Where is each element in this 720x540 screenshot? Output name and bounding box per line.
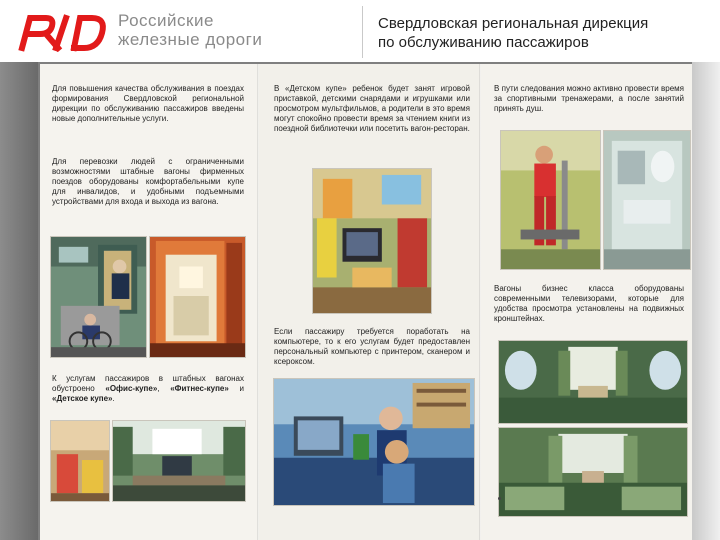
brand-name-line-1: Российские: [118, 11, 214, 30]
photo-wheelchair-lift: [50, 236, 147, 358]
photo-shower-room: [603, 130, 691, 270]
header: [0, 0, 720, 62]
photo-kids-room: [50, 420, 110, 502]
brand-name-line-2: железные дороги: [118, 30, 263, 49]
photo-fitness-trainer: [500, 130, 601, 270]
intro-paragraph: Для повышения качества обслуживания в поездах формирования Свердловской региональной дирекции по обслуживанию пассажиров введены новые дополнительные услуги.: [52, 84, 244, 123]
photo-business-compartment-1: [498, 340, 688, 424]
service-fitness: «Фитнес-купе»: [170, 384, 229, 393]
service-office: «Офис-купе»: [105, 384, 158, 393]
disabled-passengers-paragraph: Для перевозки людей с ограниченными возможностями штабные вагоны фирменных поездов оборудованы комфортабельными купе для инвалидов, и удобными подъемными устройствами для входа и выхода из вагона.: [52, 157, 244, 206]
page-dot: [498, 497, 501, 500]
office-compartment-paragraph: Если пассажиру требуется поработать на компьютере, то к его услугам будет предоставлен персональный компьютер с принтером, сканером и ксероксом.: [274, 327, 470, 366]
photo-accessible-doorway: [149, 236, 246, 358]
sport-paragraph: В пути следования можно активно провести время за спортивными тренажерами, а после занятий принять душ.: [494, 84, 684, 113]
service-kids: «Детское купе»: [52, 394, 113, 403]
photo-computer-workspace: [273, 378, 475, 506]
header-divider: [362, 6, 363, 58]
brochure: [40, 64, 692, 540]
photo-kids-compartment: [312, 168, 432, 314]
photo-office-compartment: [112, 420, 246, 502]
business-class-paragraph: Вагоны бизнес класса оборудованы современными телевизорами, которые для удобства просмотра установлены на подвижных кронштейнах.: [494, 284, 684, 323]
photo-business-compartment-2: [498, 427, 688, 517]
rzd-logo-icon: [16, 10, 110, 52]
services-paragraph: К услугам пассажиров в штабных вагонах обустроено «Офис-купе», «Фитнес-купе» и «Детское купе».: [52, 374, 244, 403]
directorate-title-line-2: по обслуживанию пассажиров: [378, 34, 589, 51]
services-prefix: К услугам пассажиров в штабных вагонах обустроено: [52, 374, 244, 393]
kids-compartment-paragraph: В «Детском купе» ребенок будет занят игровой приставкой, детскими снарядами и игрушками или просмотром мультфильмов, а родители в это время могут спокойно провести время за чтением книги из поездной библиотечки или посетить вагон-ресторан.: [274, 84, 470, 133]
directorate-title-line-1: Свердловская региональная дирекция: [378, 15, 649, 32]
